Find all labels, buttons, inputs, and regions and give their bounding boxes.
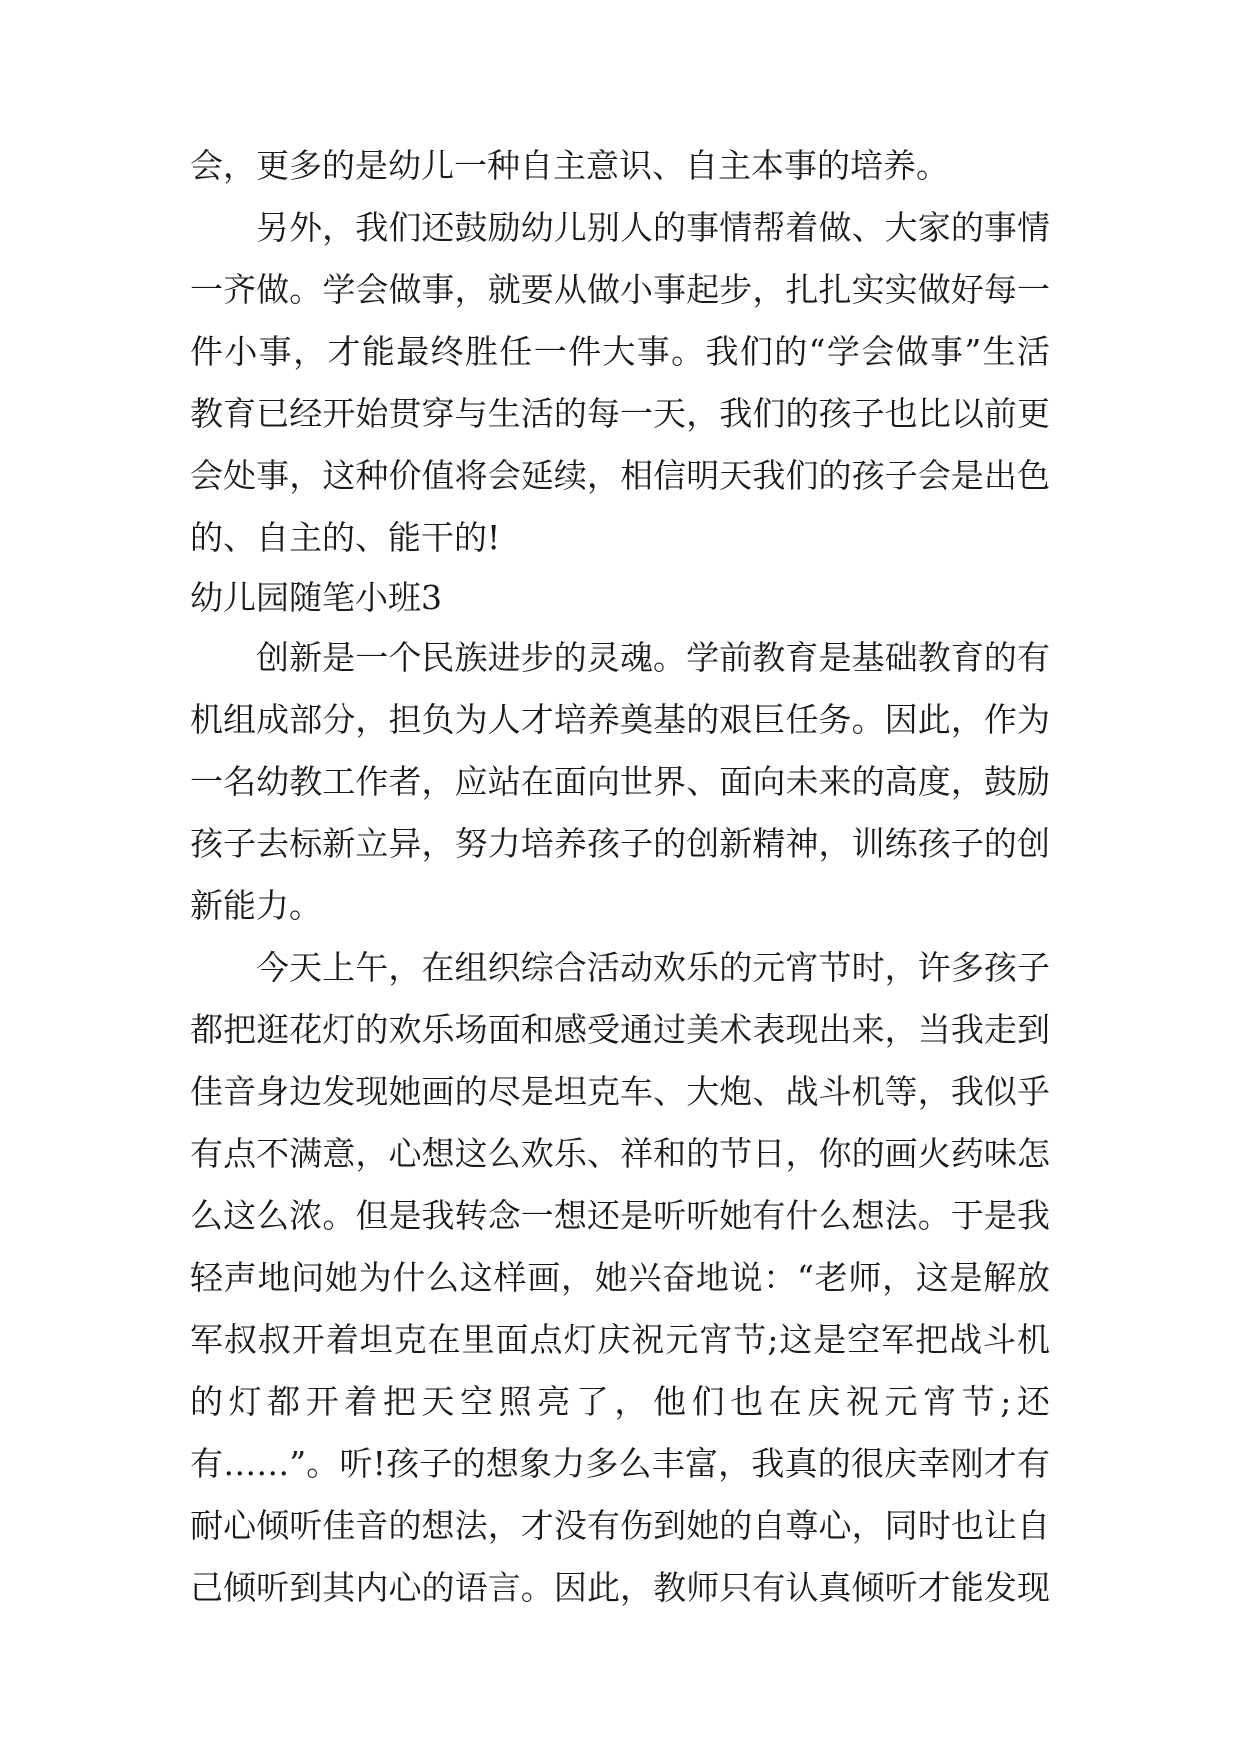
paragraph-line: 都把逛花灯的欢乐场面和感受通过美术表现出来，当我走到 <box>190 1010 1050 1049</box>
paragraph-line: 件小事，才能最终胜任一件大事。我们的“学会做事”生活 <box>190 332 1050 371</box>
paragraph-line: 么这么浓。但是我转念一想还是听听她有什么想法。于是我 <box>190 1196 1050 1235</box>
paragraph-line: 耐心倾听佳音的想法，才没有伤到她的自尊心，同时也让自 <box>190 1506 1050 1545</box>
paragraph-line: 己倾听到其内心的语言。因此，教师只有认真倾听才能发现 <box>190 1568 1050 1607</box>
paragraph-line: 一齐做。学会做事，就要从做小事起步，扎扎实实做好每一 <box>190 270 1050 309</box>
paragraph-line: 会，更多的是幼儿一种自主意识、自主本事的培养。 <box>190 146 949 185</box>
section-heading: 幼儿园随笔小班3 <box>190 578 442 617</box>
paragraph-line: 机组成部分，担负为人才培养奠基的艰巨任务。因此，作为 <box>190 700 1050 739</box>
paragraph-line: 教育已经开始贯穿与生活的每一天，我们的孩子也比以前更 <box>190 394 1050 433</box>
paragraph-line: 新能力。 <box>190 886 322 925</box>
paragraph-line: 轻声地问她为什么这样画，她兴奋地说：“老师，这是解放 <box>190 1258 1050 1297</box>
paragraph-line: 有……”。听!孩子的想象力多么丰富，我真的很庆幸刚才有 <box>190 1444 1050 1483</box>
paragraph-line: 的、自主的、能干的! <box>190 518 501 557</box>
paragraph-line: 创新是一个民族进步的灵魂。学前教育是基础教育的有 <box>256 638 1050 677</box>
paragraph-line: 另外，我们还鼓励幼儿别人的事情帮着做、大家的事情 <box>256 208 1050 247</box>
paragraph-line: 孩子去标新立异，努力培养孩子的创新精神，训练孩子的创 <box>190 824 1050 863</box>
paragraph-line: 佳音身边发现她画的尽是坦克车、大炮、战斗机等，我似乎 <box>190 1072 1050 1111</box>
paragraph-line: 有点不满意，心想这么欢乐、祥和的节日，你的画火药味怎 <box>190 1134 1050 1173</box>
paragraph-line: 军叔叔开着坦克在里面点灯庆祝元宵节;这是空军把战斗机 <box>190 1320 1050 1359</box>
paragraph-line: 一名幼教工作者，应站在面向世界、面向未来的高度，鼓励 <box>190 762 1050 801</box>
paragraph-line: 的灯都开着把天空照亮了，他们也在庆祝元宵节;还 <box>190 1382 1050 1421</box>
paragraph-line: 今天上午，在组织综合活动欢乐的元宵节时，许多孩子 <box>256 948 1050 987</box>
paragraph-line: 会处事，这种价值将会延续，相信明天我们的孩子会是出色 <box>190 456 1050 495</box>
